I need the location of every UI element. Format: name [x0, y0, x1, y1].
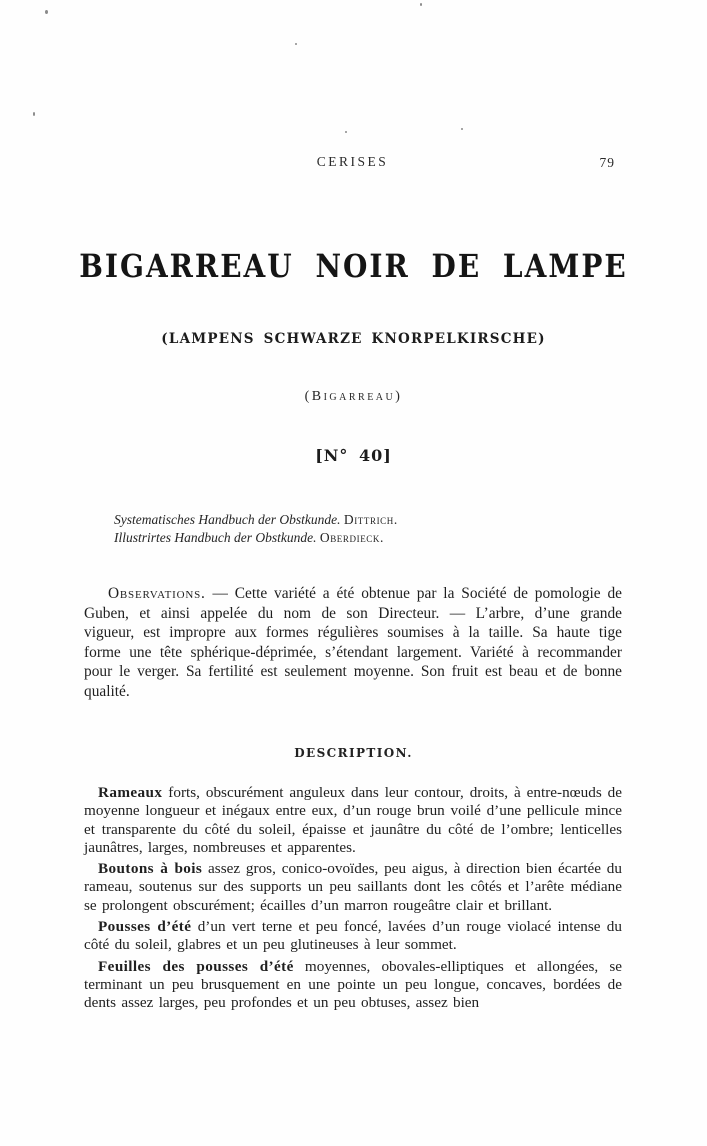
- scan-speck: [461, 128, 463, 130]
- reference-title: Illustrirtes Handbuch der Obstkunde.: [114, 529, 317, 545]
- scan-speck: [345, 131, 347, 133]
- reference-title: Systematisches Handbuch der Obstkunde.: [114, 512, 341, 527]
- paragraph-boutons-a-bois: [84, 860, 622, 915]
- running-header: [84, 154, 621, 174]
- paragraph-lead: Boutons à bois: [98, 860, 203, 878]
- paragraph-lead: Rameaux: [98, 784, 163, 801]
- variety-title: BIGARREAU NOIR DE LAMPE: [79, 248, 628, 285]
- reference-author: Dittrich.: [343, 512, 398, 527]
- reference-line: [114, 529, 617, 547]
- scan-speck: [420, 3, 422, 6]
- paragraph-pousses-ete: [84, 918, 622, 955]
- subtitle-german-name: (LAMPENS SCHWARZE KNORPELKIRSCHE): [161, 331, 546, 347]
- paragraph-text: d’un vert terne et peu foncé, lavées d’un rouge violacé intense du côté du soleil, glabres et un peu glutineuses à leur sommet.: [84, 918, 622, 954]
- observations-paragraph: [84, 584, 622, 702]
- observations-label: Observations.: [108, 585, 206, 602]
- observations-text: — Cette variété a été obtenue par la Société de pomologie de Guben, et ainsi appelée du nom de son Directeur. — L’arbre, d’une grande vigueur, est impropre aux formes régulières soumises à la taille. Sa haute tige forme une tête sphérique-déprimée, s’étendant largement. Variété à recommander pour le verger. Sa fertilité est seulement moyenne. Son fruit est beau et de bonne qualité.: [84, 585, 622, 700]
- page-number: 79: [599, 155, 615, 170]
- paragraph-rameaux: [84, 784, 622, 857]
- references-list: [114, 511, 617, 546]
- scan-speck: [45, 10, 48, 14]
- reference-line: [114, 511, 617, 529]
- subtitle-fruit-type: (Bigarreau): [304, 389, 403, 404]
- paragraph-feuilles: [84, 958, 622, 1013]
- scan-speck: [33, 112, 35, 116]
- running-header-title: CERISES: [316, 154, 389, 169]
- paragraph-lead: Pousses d’été: [98, 918, 192, 936]
- reference-author: Oberdieck.: [319, 529, 384, 545]
- catalog-number: [N° 40]: [315, 446, 392, 465]
- description-body: [84, 784, 622, 1016]
- paragraph-text: moyennes, obovales-elliptiques et allongées, se terminant un peu brusquement en une pointe un peu longue, concaves, bordées de dents assez larges, peu profondes et un peu obtuses, assez bien: [84, 957, 622, 1012]
- description-heading: DESCRIPTION.: [294, 746, 413, 760]
- scan-speck: [295, 43, 297, 45]
- paragraph-lead: Feuilles des pousses d’été: [98, 957, 294, 975]
- paragraph-text: forts, obscurément anguleux dans leur contour, droits, à entre-nœuds de moyenne longueur et inégaux entre eux, d’un rouge brun voilé d’une pellicule mince et transparente du côté du soleil, épaisse et jaunâtre du côté de l’ombre; lenticelles jaunâtres, larges, nombreuses et apparentes.: [84, 784, 622, 856]
- paragraph-text: assez gros, conico-ovoïdes, peu aigus, à direction bien écartée du rameau, soutenus sur des supports un peu saillants dont les côtés et l’arête médiane se prolongent obscurément; écailles d’un marron rougeâtre clair et brillant.: [84, 860, 622, 914]
